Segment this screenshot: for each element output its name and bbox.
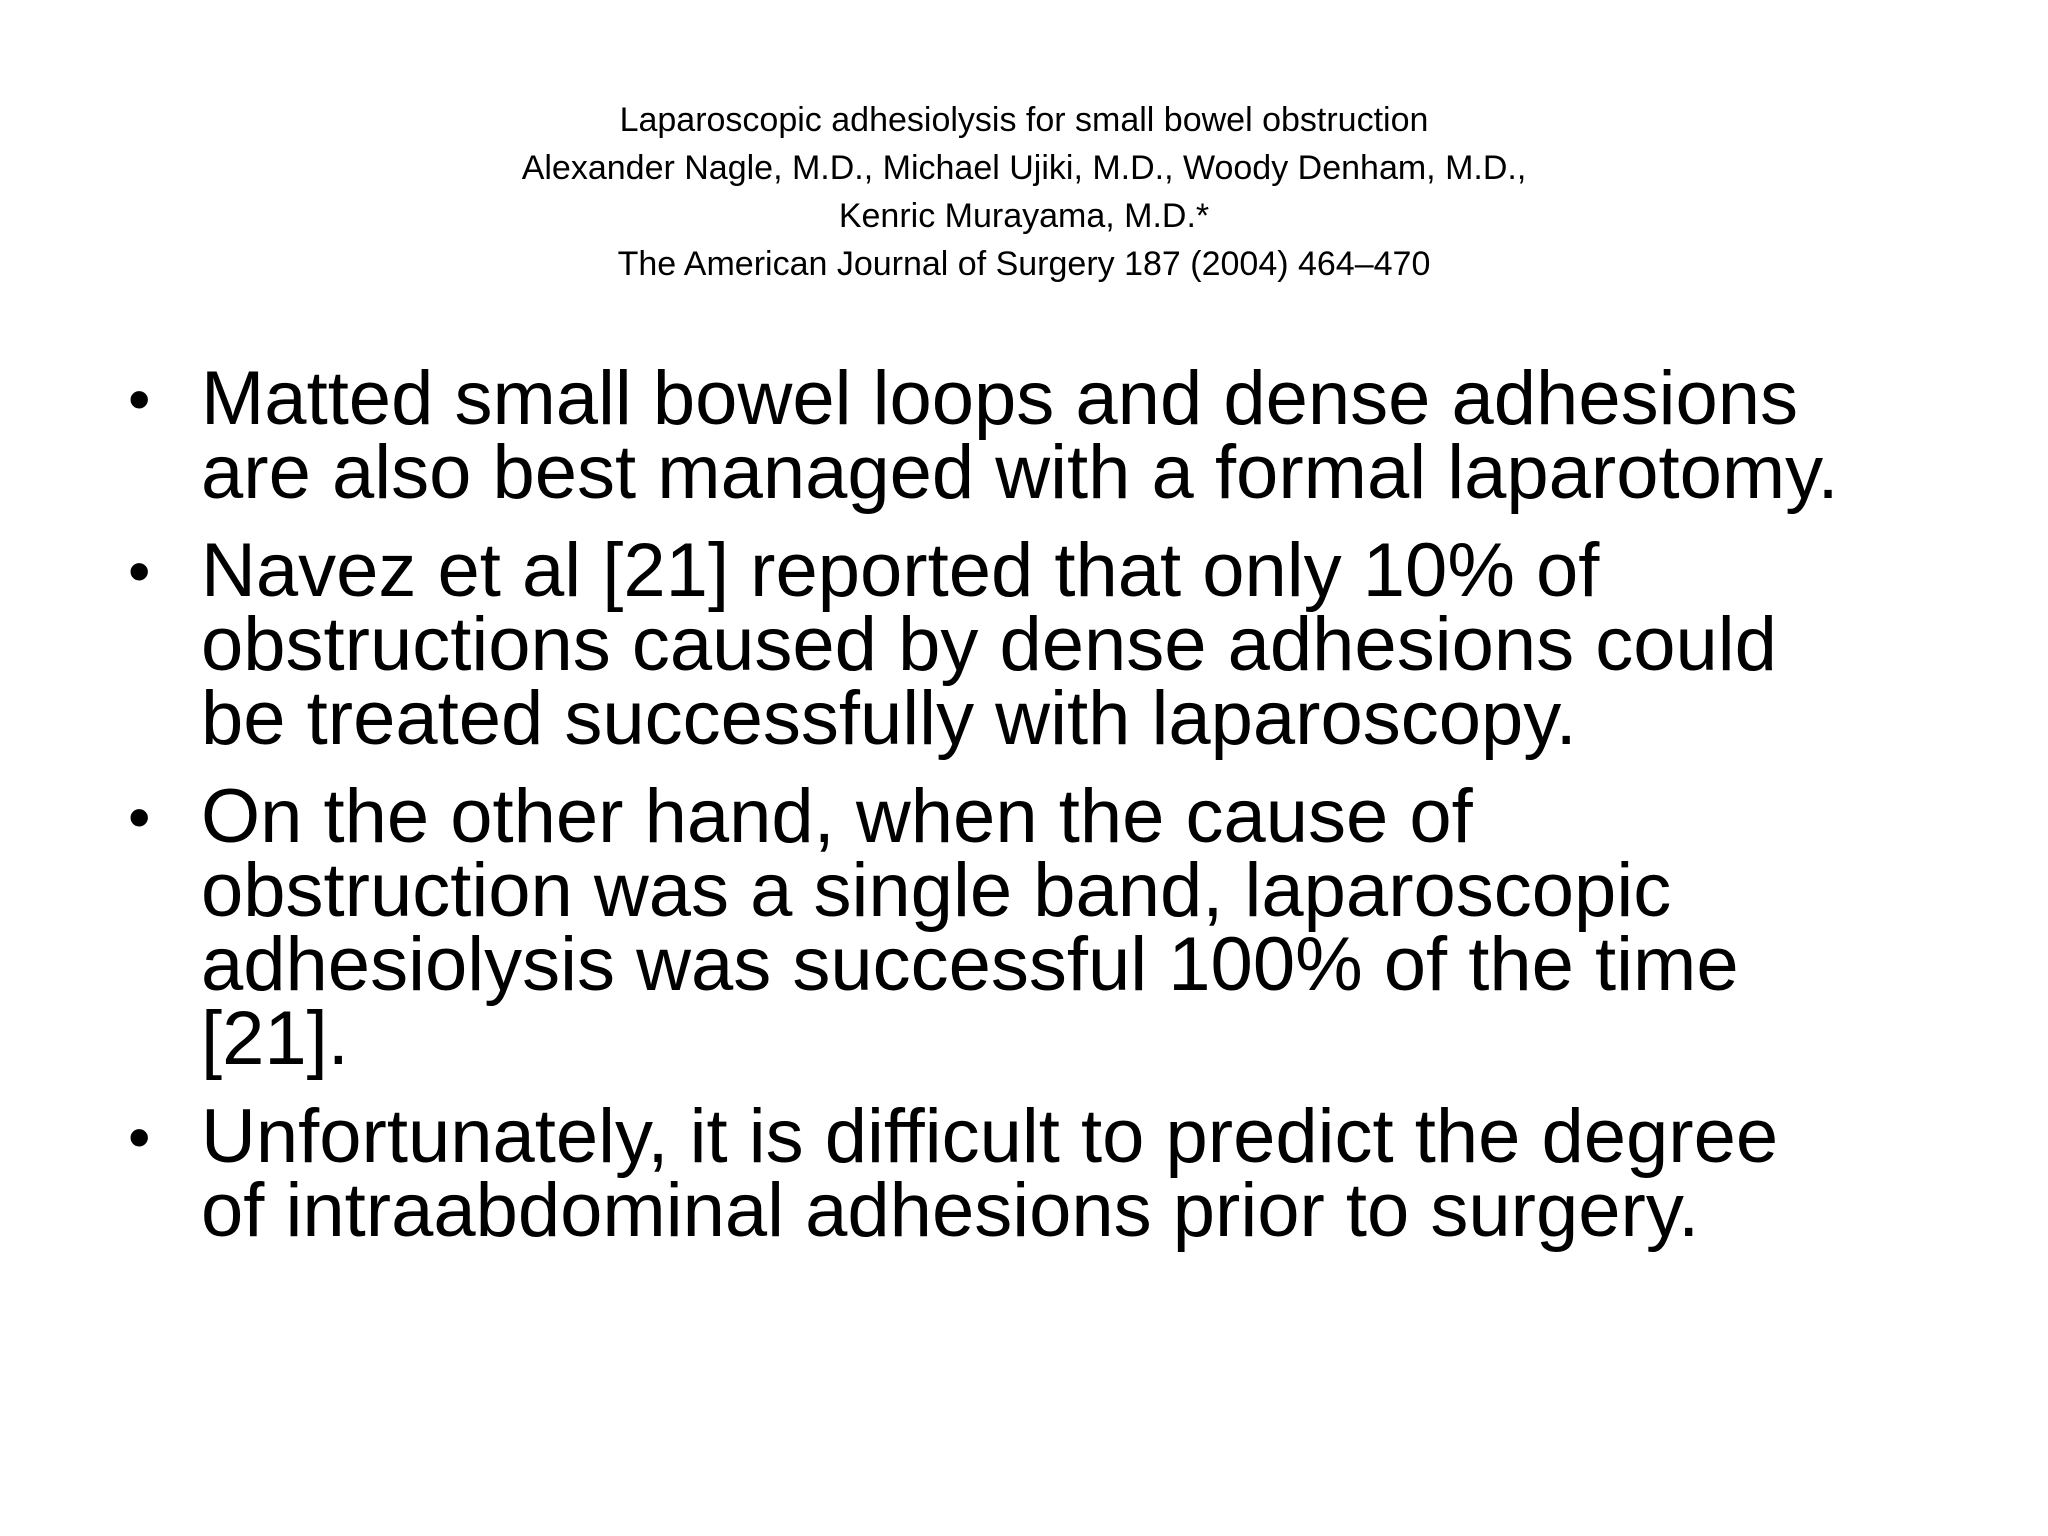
bullet-text-line: adhesiolysis was successful 100% of the time	[201, 922, 1739, 1007]
bullet-text-line: obstructions caused by dense adhesions could	[201, 602, 1777, 687]
citation-header	[0, 96, 2048, 288]
paper-title: Laparoscopic adhesiolysis for small bowel obstruction	[619, 101, 1429, 139]
bullet-icon: •	[128, 363, 151, 435]
paper-authors-line-2: Kenric Murayama, M.D.*	[838, 197, 1210, 235]
bullet-text-line: of intraabdominal adhesions prior to surgery.	[201, 1168, 1700, 1253]
bullet-item-1	[128, 356, 2028, 515]
bullet-text-line: are also best managed with a formal laparotomy.	[201, 430, 1839, 515]
bullet-item-4	[128, 1094, 2028, 1253]
bullet-text-line: Navez et al [21] reported that only 10% of	[201, 528, 1600, 613]
bullet-text-line: be treated successfully with laparoscopy.	[201, 676, 1577, 761]
bullet-icon: •	[128, 781, 151, 853]
bullet-text-line: Unfortunately, it is difficult to predict the degree	[201, 1094, 1779, 1179]
bullet-icon: •	[128, 535, 151, 607]
journal-citation: The American Journal of Surgery 187 (2004) 464–470	[617, 245, 1431, 283]
paper-authors-line-1: Alexander Nagle, M.D., Michael Ujiki, M.D., Woody Denham, M.D.,	[521, 149, 1527, 187]
bullet-text-line: obstruction was a single band, laparoscopic	[201, 848, 1672, 933]
bullet-item-3	[128, 774, 2028, 1081]
bullet-text-line: On the other hand, when the cause of	[201, 774, 1473, 859]
bullet-icon: •	[128, 1101, 151, 1173]
bullet-list	[128, 356, 2028, 1272]
bullet-text-line: Matted small bowel loops and dense adhesions	[201, 356, 1799, 441]
bullet-item-2	[128, 528, 2028, 761]
bullet-text-line: [21].	[201, 996, 349, 1081]
